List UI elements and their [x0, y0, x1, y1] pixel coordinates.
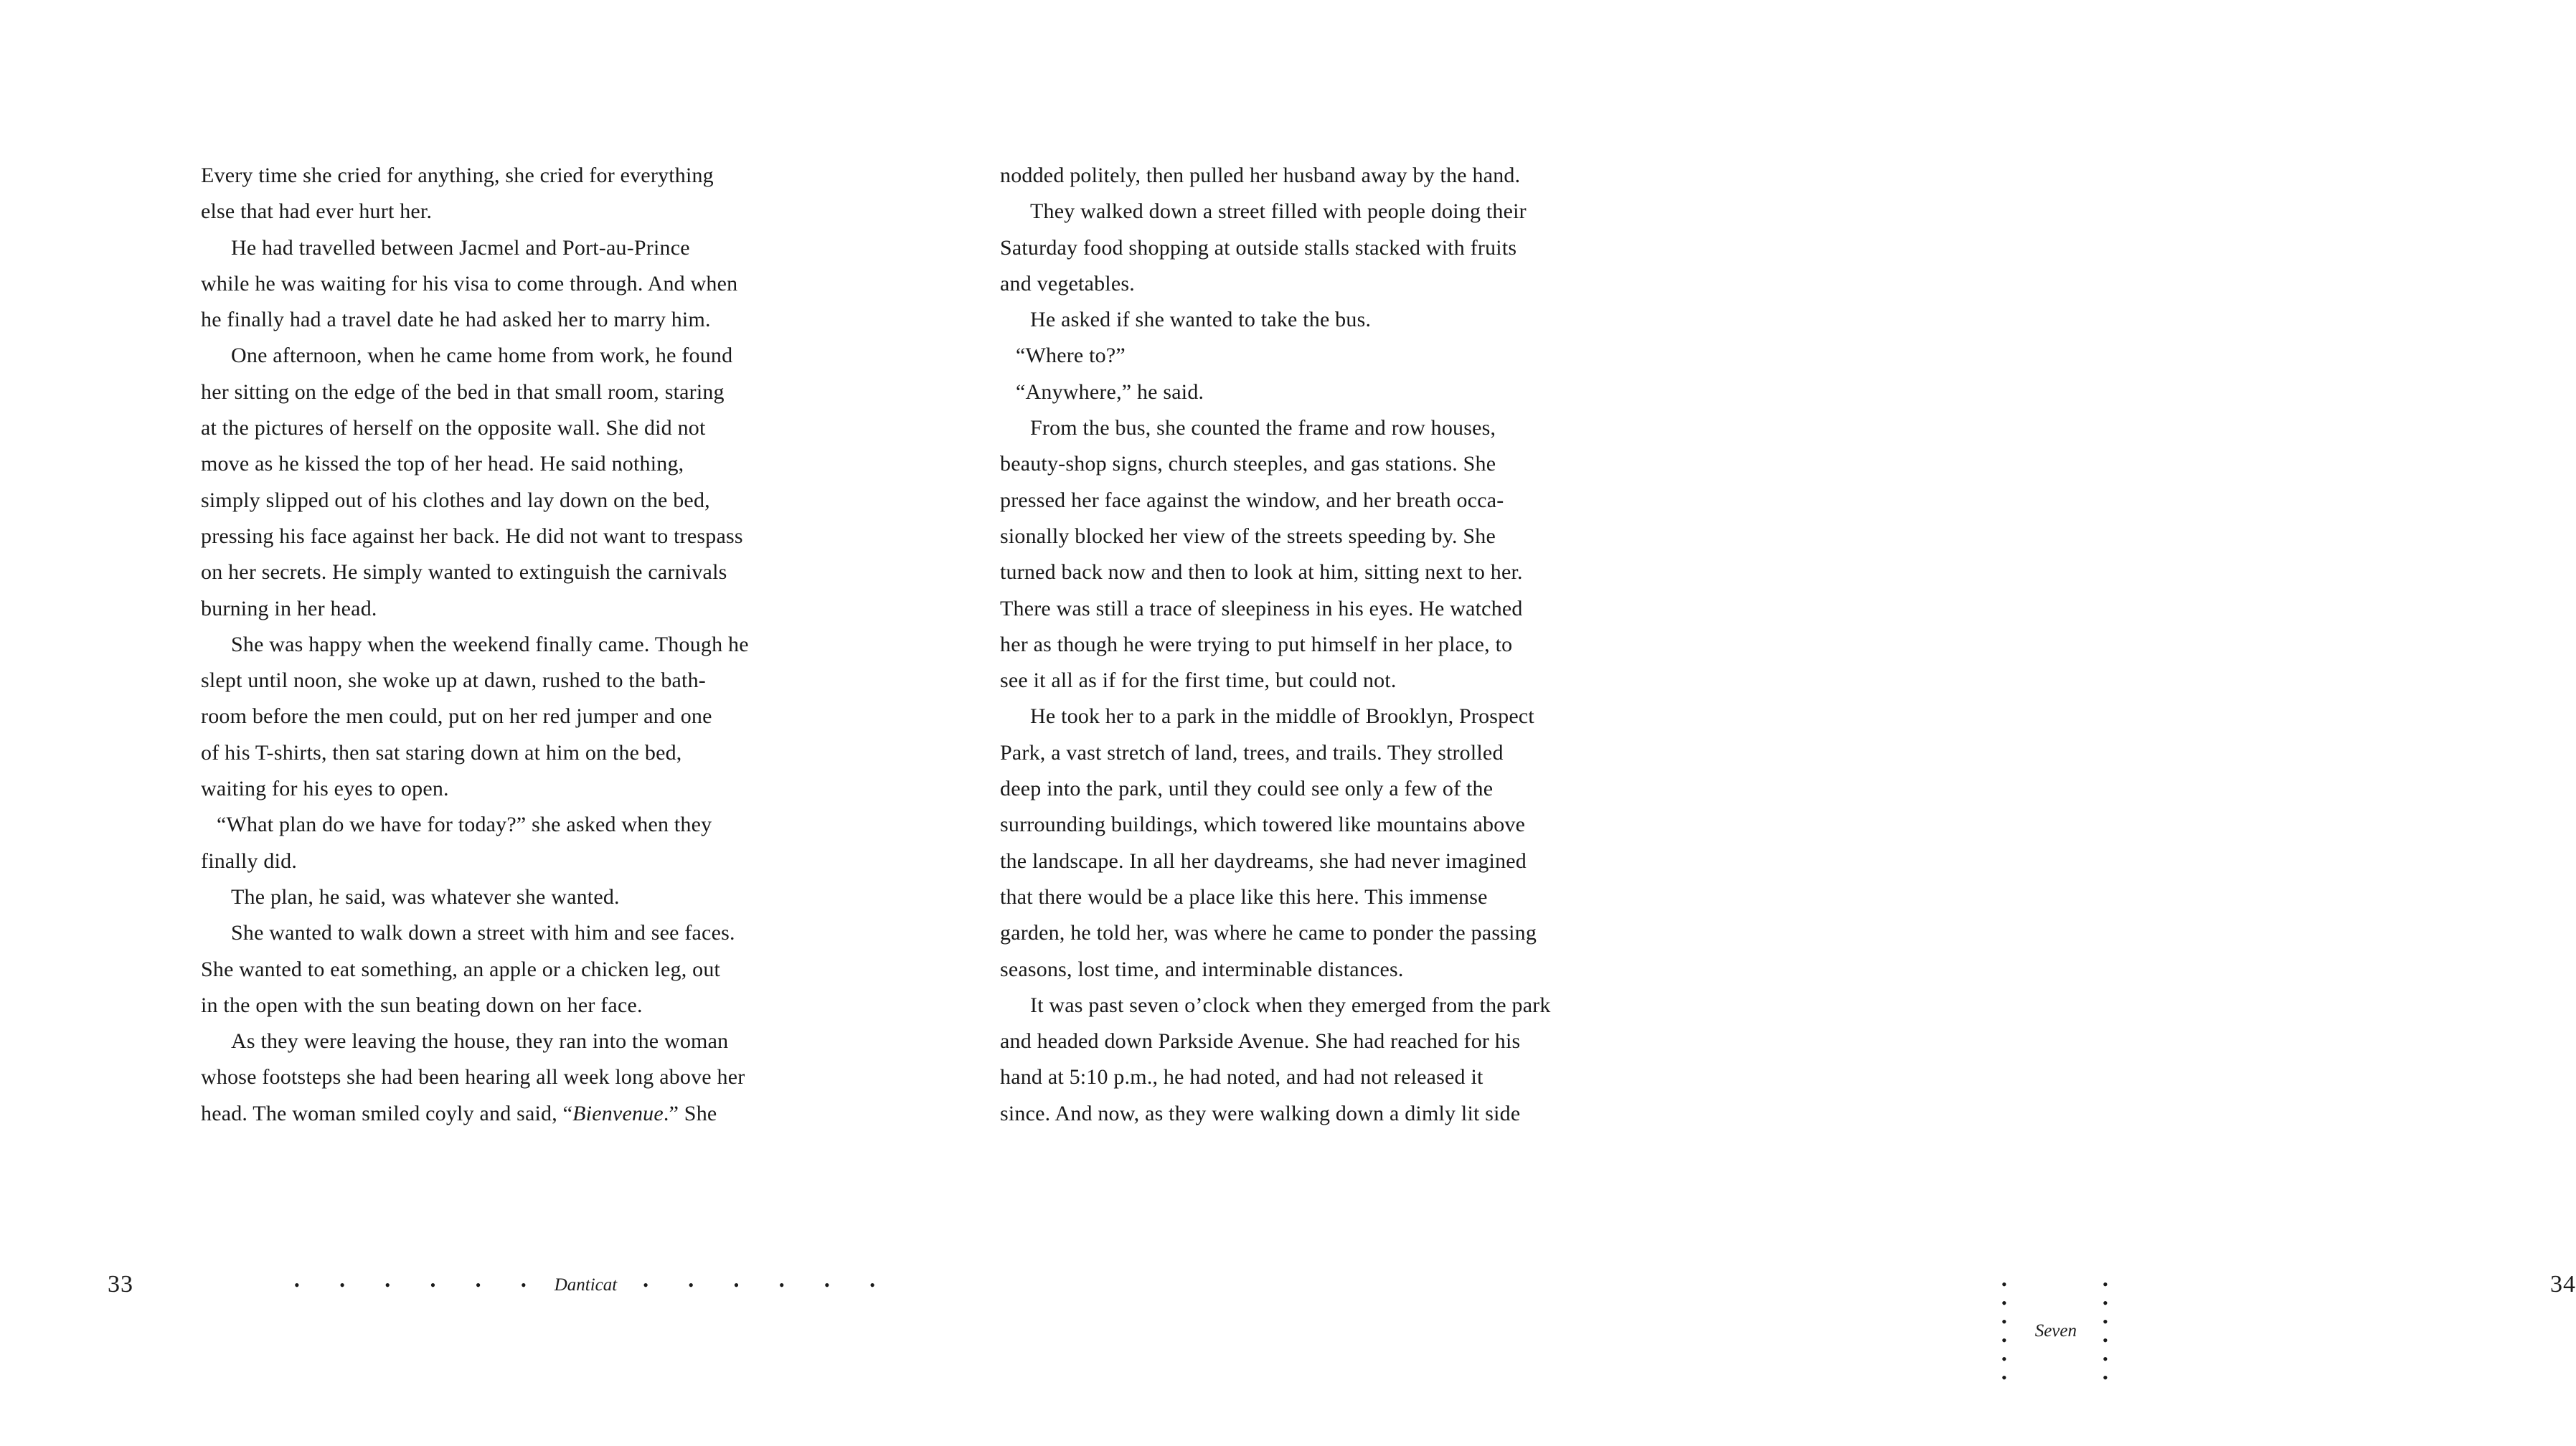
text-line: her as though he were trying to put himself in her place, to — [1000, 632, 1513, 656]
right-running-head-title: Seven — [2034, 1321, 2077, 1341]
text-line: He asked if she wanted to take the bus. — [1030, 308, 1372, 332]
right-running-head — [2001, 1275, 2126, 1387]
text-line: He had travelled between Jacmel and Port-au-Prince — [231, 235, 690, 260]
text-line: turned back now and then to look at him, sitting next to her. — [1000, 560, 1523, 585]
text-line: since. And now, as they were walking down a dimly lit side — [1000, 1101, 1521, 1125]
text-line: “Where to?” — [1016, 344, 1126, 368]
text-line: and headed down Parkside Avenue. She had reached for his — [1000, 1029, 1521, 1054]
right-page-number: 34 — [2550, 1271, 2576, 1298]
text-line: They walked down a street filled with people doing their — [1030, 199, 1527, 224]
text-line: From the bus, she counted the frame and row houses, — [1030, 416, 1496, 440]
text-line: It was past seven o’clock when they emerged from the park — [1030, 993, 1551, 1017]
left-running-head-title: Danticat — [554, 1275, 618, 1295]
text-line: else that had ever hurt her. — [201, 199, 433, 224]
text-line: Saturday food shopping at outside stalls stacked with fruits — [1000, 235, 1517, 260]
text-line: her sitting on the edge of the bed in that small room, staring — [201, 379, 725, 404]
text-line: move as he kissed the top of her head. He said nothing, — [201, 452, 684, 476]
text-line: the landscape. In all her daydreams, she had never imagined — [1000, 849, 1527, 873]
text-line: waiting for his eyes to open. — [201, 777, 449, 801]
text-line: of his T-shirts, then sat staring down at him on the bed, — [201, 740, 682, 765]
text-line: pressing his face against her back. He did not want to trespass — [201, 524, 743, 548]
italic-word: Bienvenue — [572, 1101, 664, 1125]
text-line: seasons, lost time, and interminable distances. — [1000, 957, 1404, 981]
text-line: “What plan do we have for today?” she asked when they — [217, 813, 712, 837]
text-fragment: head. The woman smiled coyly and said, “ — [201, 1101, 573, 1125]
text-line: hand at 5:10 p.m., he had noted, and had not released it — [1000, 1065, 1483, 1090]
text-line: deep into the park, until they could see only a few of the — [1000, 777, 1494, 801]
text-line: “Anywhere,” he said. — [1016, 379, 1204, 404]
right-page-text — [1000, 158, 1610, 1132]
text-line: finally did. — [201, 849, 298, 873]
text-line: As they were leaving the house, they ran into the woman — [231, 1029, 729, 1054]
text-line: garden, he told her, was where he came to ponder the passing — [1000, 921, 1537, 945]
text-line: She wanted to eat something, an apple or a chicken leg, out — [201, 957, 721, 981]
text-line: on her secrets. He simply wanted to extinguish the carnivals — [201, 560, 727, 585]
text-line: She wanted to walk down a street with him and see faces. — [231, 921, 735, 945]
left-page-number: 33 — [108, 1271, 133, 1298]
text-line: he finally had a travel date he had asked her to marry him. — [201, 308, 711, 332]
text-line: She was happy when the weekend finally came. Though he — [231, 632, 749, 656]
text-line: simply slipped out of his clothes and lay down on the bed, — [201, 488, 710, 512]
left-running-head — [294, 1275, 893, 1295]
text-line: surrounding buildings, which towered like mountains above — [1000, 813, 1526, 837]
text-line: Park, a vast stretch of land, trees, and trails. They strolled — [1000, 740, 1504, 765]
text-line: Every time she cried for anything, she cried for everything — [201, 164, 714, 187]
text-line: pressed her face against the window, and her breath occa- — [1000, 488, 1504, 512]
text-line — [201, 1096, 811, 1132]
text-fragment: .” She — [663, 1101, 717, 1125]
text-line: The plan, he said, was whatever she wanted. — [231, 884, 620, 909]
text-line: beauty-shop signs, church steeples, and gas stations. She — [1000, 452, 1496, 476]
text-line: He took her to a park in the middle of Brooklyn, Prospect — [1030, 704, 1534, 729]
text-line: nodded politely, then pulled her husband away by the hand. — [1000, 164, 1521, 187]
left-page — [0, 0, 897, 1446]
text-line: whose footsteps she had been hearing all week long above her — [201, 1065, 745, 1090]
text-line: that there would be a place like this here. This immense — [1000, 884, 1488, 909]
text-line: slept until noon, she woke up at dawn, rushed to the bath- — [201, 668, 706, 693]
text-line: see it all as if for the first time, but could not. — [1000, 668, 1397, 693]
left-ornament-dots-after: • • • • • • — [643, 1276, 893, 1294]
right-ornament-dots-after: • • • • • • — [2103, 1275, 2126, 1386]
right-ornament-dots-before: • • • • • • — [2001, 1275, 2025, 1386]
text-line: at the pictures of herself on the opposite wall. She did not — [201, 416, 706, 440]
text-line: and vegetables. — [1000, 271, 1135, 296]
text-line: There was still a trace of sleepiness in his eyes. He watched — [1000, 596, 1523, 620]
left-ornament-dots-before: • • • • • • — [294, 1276, 544, 1294]
text-line: burning in her head. — [201, 596, 377, 620]
right-page — [897, 0, 2576, 1446]
text-line: while he was waiting for his visa to come through. And when — [201, 271, 738, 296]
text-line: sionally blocked her view of the streets speeding by. She — [1000, 524, 1496, 548]
text-line: room before the men could, put on her red jumper and one — [201, 704, 712, 729]
text-line: One afternoon, when he came home from work, he found — [231, 344, 733, 368]
left-page-text — [201, 158, 811, 1132]
text-line: in the open with the sun beating down on her face. — [201, 993, 643, 1017]
